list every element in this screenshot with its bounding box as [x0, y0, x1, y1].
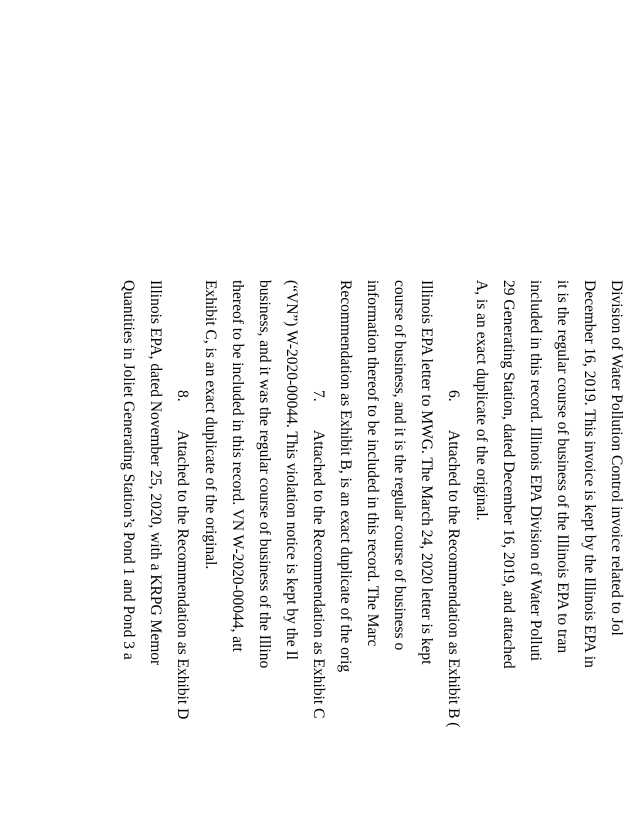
- rotated-text-block: [115, 280, 630, 840]
- paragraph-text: Attached to the Recommendation as Exhibit B (: [445, 430, 463, 728]
- text-line: Exhibit C, is an exact duplicate of the original.: [201, 280, 219, 570]
- text-line: (“VN”) W-2020-00044. This violation notice is kept by the Il: [282, 280, 300, 660]
- paragraph-number: 7.: [309, 390, 327, 402]
- text-line: Illinois EPA, dated November 25, 2020, with a KRPG Memor: [147, 280, 165, 666]
- text-line: Illinois EPA letter to MWG. The March 24, 2020 letter is kept: [418, 280, 436, 665]
- text-line: 29 Generating Station, dated December 16, 2019, and attached: [499, 280, 517, 669]
- paragraph-text: Attached to the Recommendation as Exhibit D: [174, 430, 192, 720]
- text-line: December 16, 2019. This invoice is kept by the Illinois EPA in: [580, 280, 598, 668]
- text-line: A, is an exact duplicate of the original.: [472, 280, 490, 521]
- text-line: thereof to be included in this record. VN W-2020-00044, att: [228, 280, 246, 652]
- text-line: Recommendation as Exhibit B, is an exact duplicate of the orig: [337, 280, 355, 673]
- paragraph-6-first-line: [440, 280, 467, 840]
- text-line: Division of Water Pollution Control invoice related to Jol: [608, 280, 625, 636]
- paragraph-number: 8.: [174, 390, 192, 402]
- paragraph-text: Attached to the Recommendation as Exhibit C: [309, 430, 327, 719]
- text-line: course of business, and it is the regular course of business o: [391, 280, 409, 651]
- text-line: Quantities in Joliet Generating Station’s Pond 1 and Pond 3 a: [120, 280, 138, 660]
- text-line: information thereof to be included in this record. The Marc: [364, 280, 382, 647]
- text-line: business, and it was the regular course of business of the Illino: [255, 280, 273, 669]
- paragraph-number: 6.: [445, 390, 463, 402]
- paragraph-8-first-line: [169, 280, 196, 840]
- paragraph-7-first-line: [305, 280, 332, 840]
- text-line: it is the regular course of business of the Illinois EPA to tran: [553, 280, 571, 654]
- text-line: included in this record. Illinois EPA Division of Water Polluti: [526, 280, 544, 662]
